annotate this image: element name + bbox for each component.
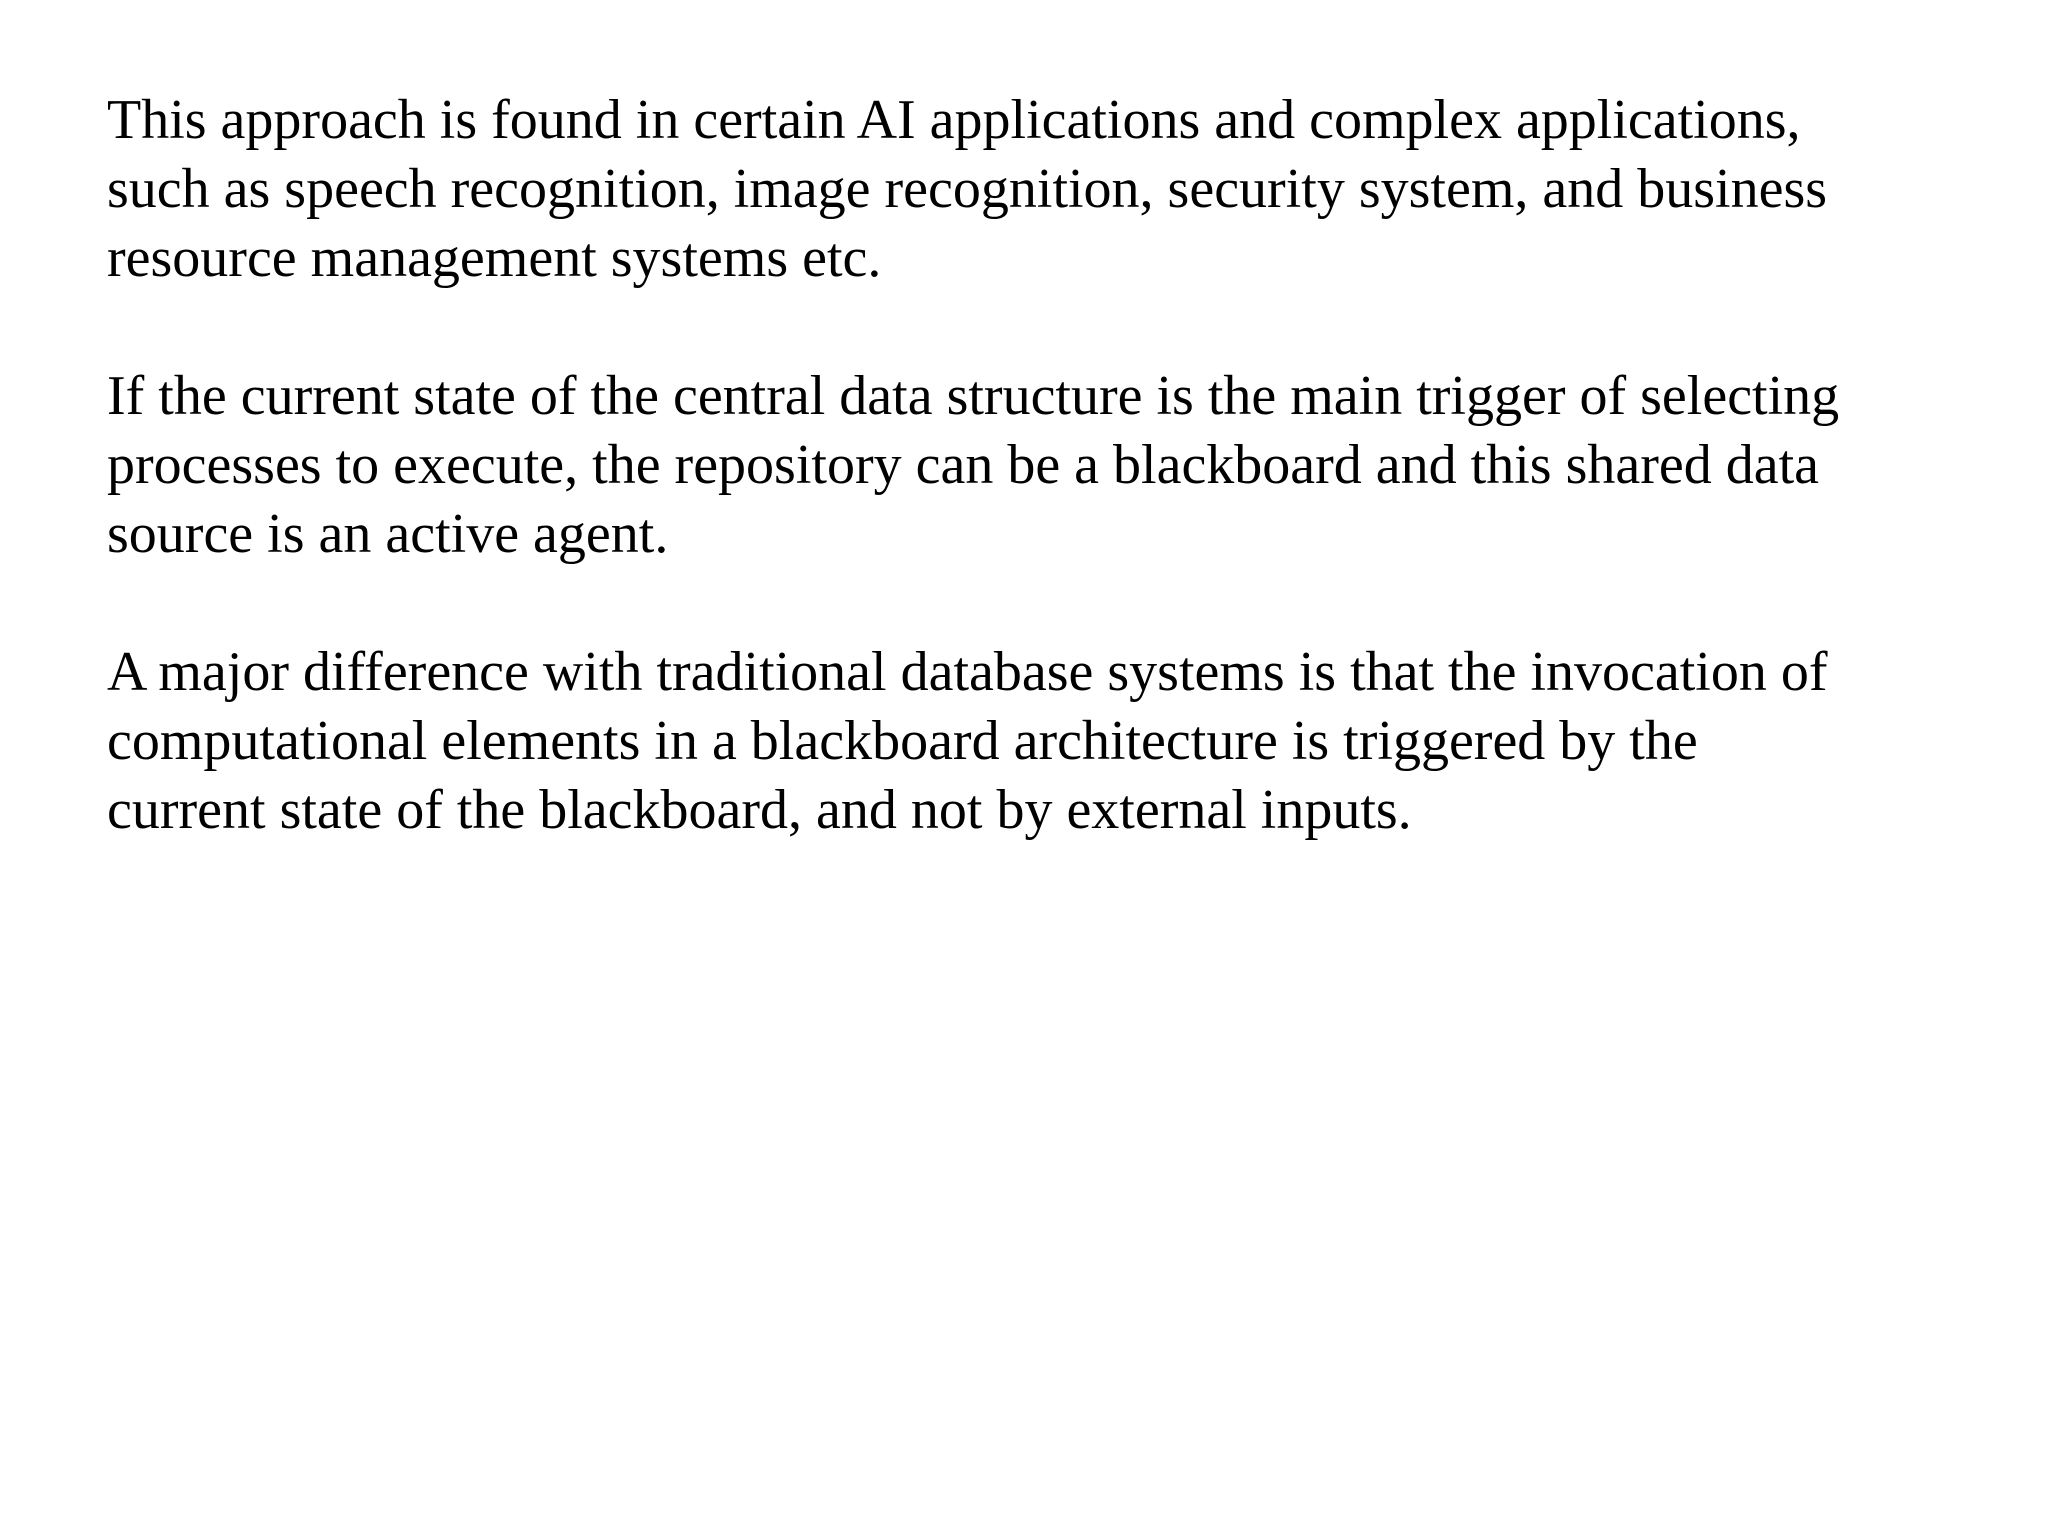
paragraph-database-difference <box>107 638 1987 845</box>
paragraph-line: such as speech recognition, image recognition, security system, and business <box>107 158 1828 220</box>
paragraph-line: A major difference with traditional database systems is that the invocation of <box>107 641 1828 703</box>
paragraph-line: processes to execute, the repository can be a blackboard and this shared data <box>107 434 1819 496</box>
paragraph-line: This approach is found in certain AI applications and complex applications, <box>107 89 1801 151</box>
paragraph-line: computational elements in a blackboard architecture is triggered by the <box>107 710 1698 772</box>
paragraph-line: If the current state of the central data structure is the main trigger of selecting <box>107 365 1840 427</box>
paragraph-ai-applications <box>107 86 1987 293</box>
paragraph-line: source is an active agent. <box>107 503 669 565</box>
paragraph-line: current state of the blackboard, and not by external inputs. <box>107 779 1412 841</box>
paragraph-blackboard-trigger <box>107 362 1987 569</box>
slide-body-text <box>107 86 1987 914</box>
paragraph-line: resource management systems etc. <box>107 227 882 289</box>
